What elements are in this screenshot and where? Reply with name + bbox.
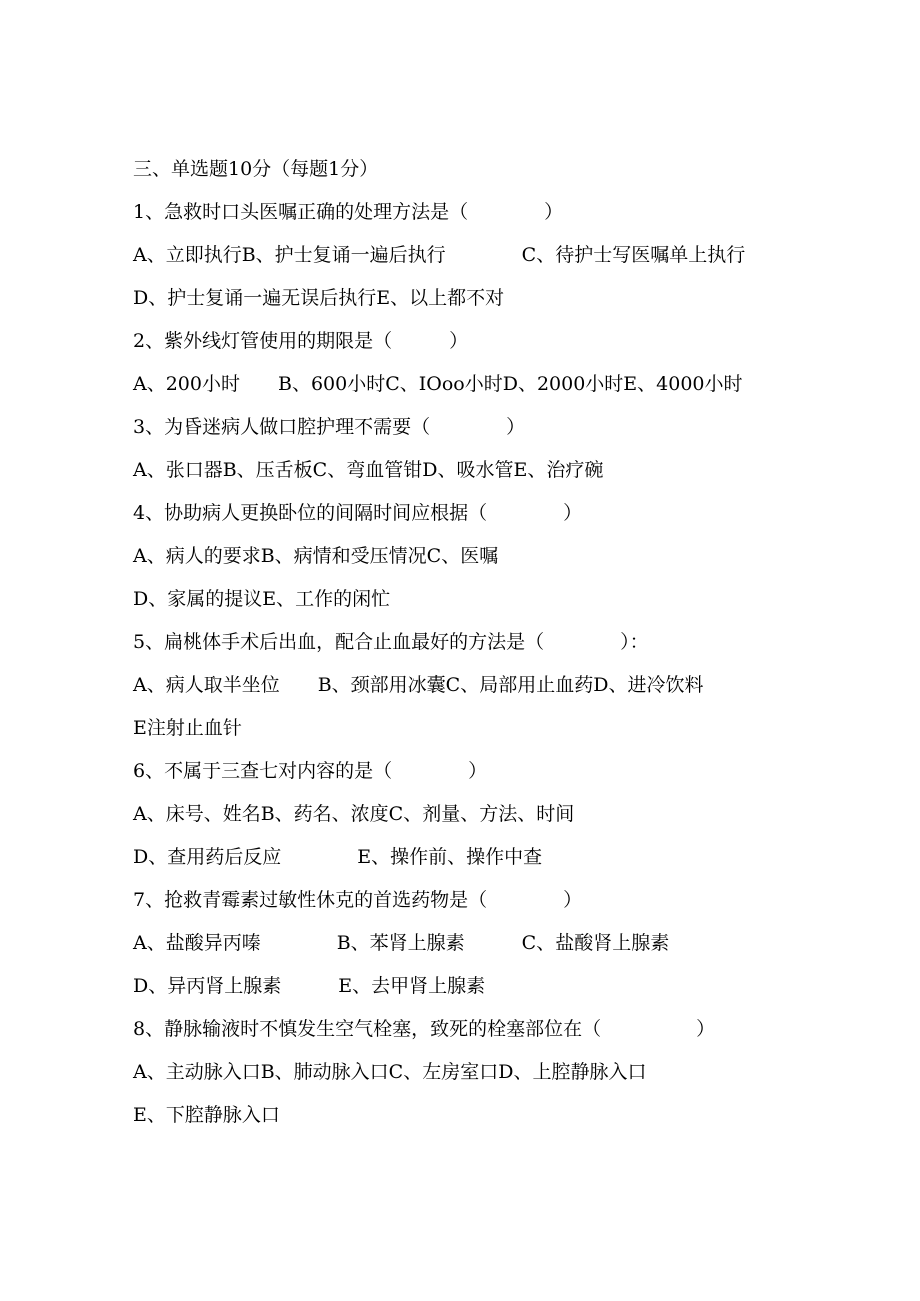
question-6: 6、不属于三查七对内容的是（ ）: [133, 760, 488, 782]
question-2: 2、紫外线灯管使用的期限是（ ）: [133, 330, 469, 352]
question-7-options: A、盐酸异丙嗪 B、苯肾上腺素 C、盐酸肾上腺素: [133, 932, 670, 954]
question-3-options: A、张口器B、压舌板C、弯血管钳D、吸水管E、治疗碗: [133, 459, 604, 481]
question-4-options: A、病人的要求B、病情和受压情况C、医嘱: [133, 545, 499, 567]
question-1: 1、急救时口头医嘱正确的处理方法是（ ）: [133, 201, 564, 223]
question-8-options: A、主动脉入口B、肺动脉入口C、左房室口D、上腔静脉入口: [133, 1061, 647, 1083]
question-7: 7、抢救青霉素过敏性休克的首选药物是（ ）: [133, 889, 583, 911]
question-4-options: D、家属的提议E、工作的闲忙: [133, 588, 391, 610]
question-5-options: A、病人取半坐位 B、颈部用冰囊C、局部用止血药D、进冷饮料: [133, 674, 704, 696]
question-5: 5、扁桃体手术后出血，配合止血最好的方法是（ ）：: [133, 631, 649, 653]
question-3: 3、为昏迷病人做口腔护理不需要（ ）: [133, 416, 526, 438]
question-6-options: D、查用药后反应 E、操作前、操作中查: [133, 846, 543, 868]
question-1-options: D、护士复诵一遍无误后执行E、以上都不对: [133, 287, 505, 309]
question-6-options: A、床号、姓名B、药名、浓度C、剂量、方法、时间: [133, 803, 575, 825]
question-7-options: D、异丙肾上腺素 E、去甲肾上腺素: [133, 975, 486, 997]
question-1-options: A、立即执行B、护士复诵一遍后执行 C、待护士写医嘱单上执行: [133, 244, 746, 266]
question-8: 8、静脉输液时不慎发生空气栓塞，致死的栓塞部位在（ ）: [133, 1018, 716, 1040]
section-title: 三、单选题10分（每题1分）: [133, 158, 379, 180]
question-5-options: E注射止血针: [133, 717, 242, 739]
question-8-options: E、下腔静脉入口: [133, 1104, 280, 1126]
question-2-options: A、200小时 B、600小时C、IOoo小时D、2000小时E、4000小时: [133, 373, 743, 395]
question-4: 4、协助病人更换卧位的间隔时间应根据（ ）: [133, 502, 583, 524]
